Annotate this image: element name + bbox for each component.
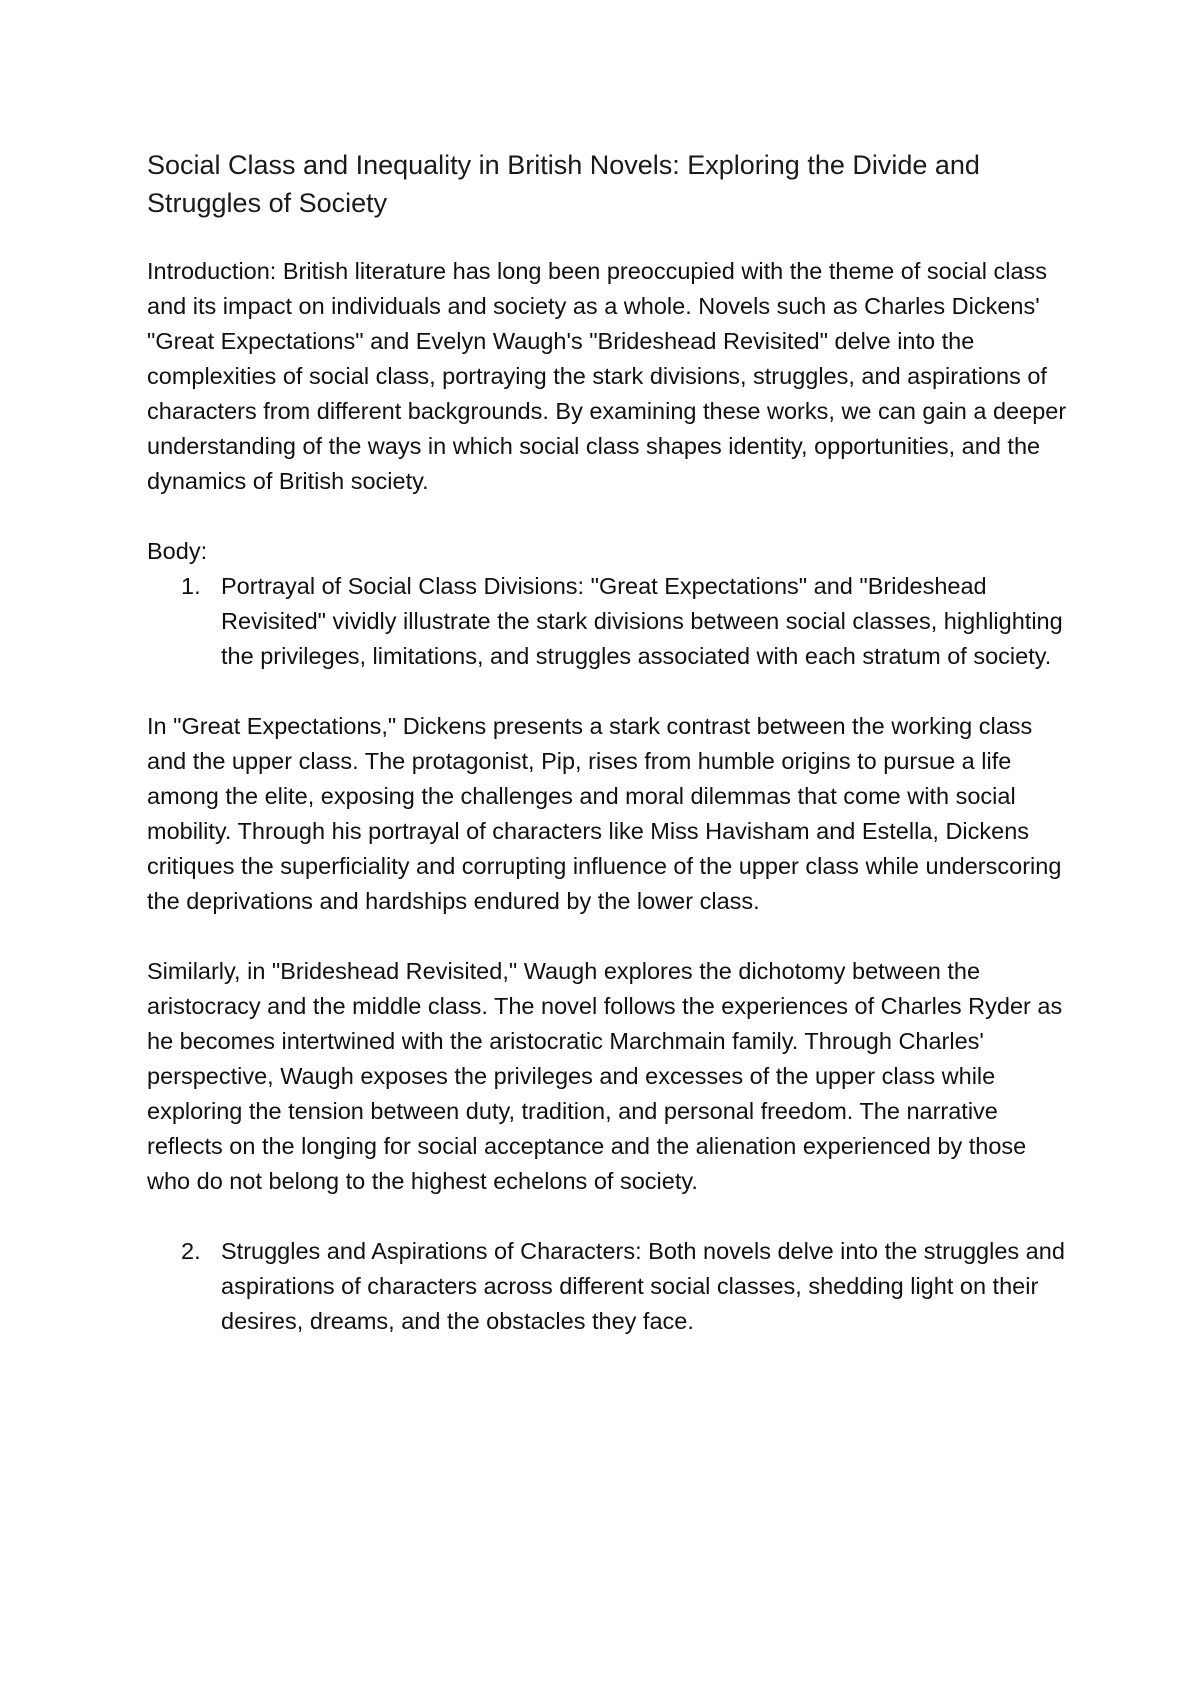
intro-paragraph: Introduction: British literature has long been preoccupied with the theme of social class and its impact on individuals and society as a whole. Novels such as Charles Dickens' "Great Expectations" and Evelyn Waugh's "Brideshead Revisited" delve into the complexities of social class, portraying the stark divisions, struggles, and aspirations of characters from different backgrounds. By examining these works, we can gain a deeper understanding of the ways in which social class shapes identity, opportunities, and the dynamics of British society. (147, 258, 1067, 494)
brideshead-paragraph: Similarly, in "Brideshead Revisited," Waugh explores the dichotomy between the aristocracy and the middle class. The novel follows the experiences of Charles Ryder as he becomes intertwined with the aristocratic Marchmain family. Through Charles' perspective, Waugh exposes the privileges and excesses of the upper class while exploring the tension between duty, tradition, and personal freedom. The narrative reflects on the longing for social acceptance and the alienation experienced by those who do not belong to the highest echelons of society. (147, 958, 1063, 1194)
list-item (147, 1234, 1072, 1339)
list-item (147, 569, 1072, 674)
numbered-list-1 (147, 569, 1072, 674)
list-number: 2. (181, 1238, 201, 1264)
numbered-list-2 (147, 1234, 1072, 1339)
body-label: Body: (147, 538, 208, 564)
document-content (147, 146, 1072, 1374)
great-expectations-paragraph: In "Great Expectations," Dickens presents a stark contrast between the working class and the upper class. The protagonist, Pip, rises from humble origins to pursue a life among the elite, exposing the challenges and moral dilemmas that come with social mobility. Through his portrayal of characters like Miss Havisham and Estella, Dickens critiques the superficiality and corrupting influence of the upper class while underscoring the deprivations and hardships endured by the lower class. (147, 713, 1062, 914)
list-number: 1. (181, 573, 201, 599)
document-title: Social Class and Inequality in British Novels: Exploring the Divide and Struggles of Society (147, 150, 980, 218)
list-item-text: Struggles and Aspirations of Characters: Both novels delve into the struggles and aspirations of characters across different social classes, shedding light on their desires, dreams, and the obstacles they face. (221, 1238, 1065, 1334)
list-item-text: Portrayal of Social Class Divisions: "Great Expectations" and "Brideshead Revisited" vividly illustrate the stark divisions between social classes, highlighting the privileges, limitations, and struggles associated with each stratum of society. (221, 573, 1063, 669)
